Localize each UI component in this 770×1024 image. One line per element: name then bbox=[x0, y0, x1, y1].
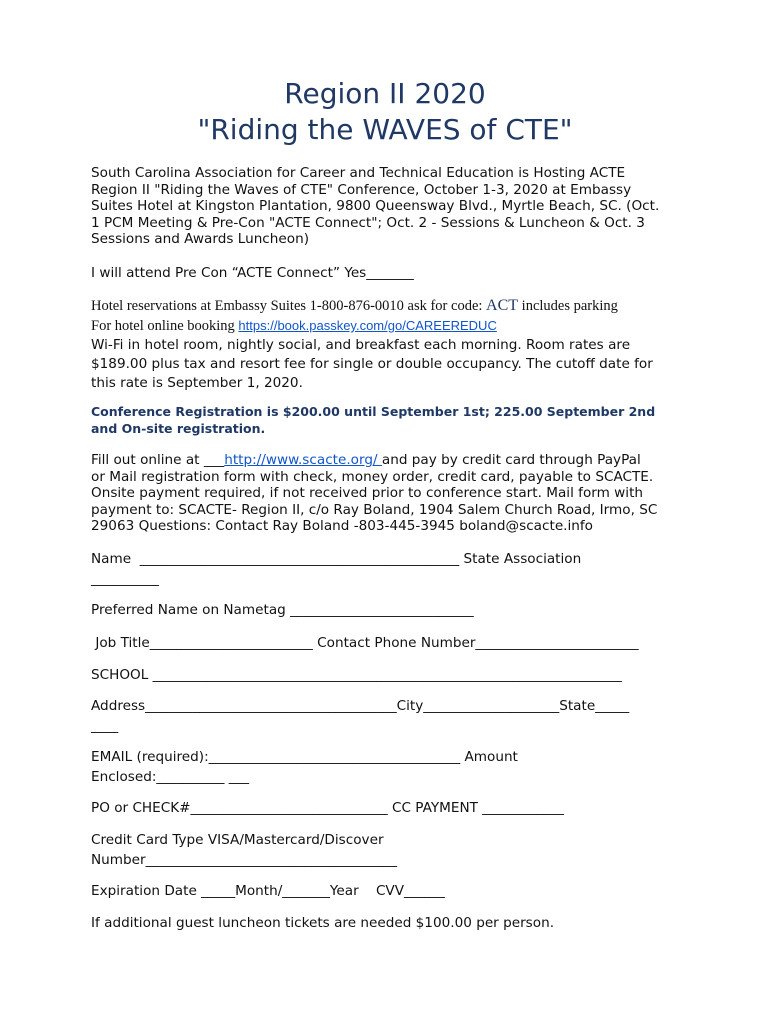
state-association-field-line[interactable]: __________ bbox=[91, 571, 159, 587]
email-field[interactable]: EMAIL (required):_____________________________________ Amount bbox=[91, 749, 518, 765]
fill-online-prefix: Fill out online at ___ bbox=[91, 452, 225, 468]
scacte-website-link[interactable]: http://www.scacte.org/ bbox=[224, 452, 382, 468]
precon-line: I will attend Pre Con “ACTE Connect” Yes_______ bbox=[91, 265, 414, 281]
wifi-paragraph: Wi-Fi in hotel room, nightly social, and breakfast each morning. Room rates are $189.00 plus tax and resort fee for single or double occupancy. The cutoff date for this rate is September 1, 2020. bbox=[91, 337, 653, 391]
state-field-continued[interactable]: ____ bbox=[91, 718, 119, 734]
hotel-reservation-suffix: includes parking bbox=[518, 298, 618, 314]
hotel-reservation-text: Hotel reservations at Embassy Suites 1-800-876-0010 ask for code: bbox=[91, 298, 487, 314]
page-title: Region II 2020 bbox=[284, 77, 486, 110]
fill-online-paragraph bbox=[91, 452, 691, 535]
job-title-phone-field[interactable]: Job Title________________________ Contact Phone Number________________________ bbox=[91, 635, 639, 651]
address-field[interactable]: Address_____________________________________City____________________State_____ bbox=[91, 698, 630, 714]
page-subtitle: "Riding the WAVES of CTE" bbox=[197, 113, 573, 146]
hotel-reservation-line bbox=[91, 298, 691, 315]
amount-enclosed-field[interactable]: Enclosed:__________ ___ bbox=[91, 769, 250, 785]
name-field-line[interactable]: Name _______________________________________________ State Association bbox=[91, 551, 582, 567]
hotel-booking-link[interactable]: https://book.passkey.com/go/CAREEREDUC bbox=[238, 318, 497, 333]
registration-fee-text: Conference Registration is $200.00 until September 1st; 225.00 September 2nd and On-site registration. bbox=[91, 404, 656, 436]
fill-online-rest: or Mail registration form with check, money order, credit card, payable to SCACTE. Onsite payment required, if not received prior to conference start. Mail form with payment to: SCACTE- Region II, c/o Ray Boland, 1904 Salem Church Road, Irmo, SC 29063 Questions: Contact Ray Boland -803-445-3945 boland@scacte.info bbox=[91, 468, 658, 534]
hotel-code: ACT bbox=[486, 297, 519, 314]
guest-luncheon-note: If additional guest luncheon tickets are needed $100.00 per person. bbox=[91, 915, 555, 931]
school-field[interactable]: SCHOOL _____________________________________________________________________ bbox=[91, 667, 622, 683]
hotel-online-line bbox=[91, 318, 691, 335]
fill-online-rest-line1: and pay by credit card through PayPal bbox=[381, 452, 641, 468]
po-check-field[interactable]: PO or CHECK#_____________________________ CC PAYMENT ____________ bbox=[91, 800, 564, 816]
hotel-online-label: For hotel online booking bbox=[91, 318, 239, 334]
credit-card-type-label: Credit Card Type VISA/Mastercard/Discover bbox=[91, 832, 384, 848]
expiration-cvv-field[interactable]: Expiration Date _____Month/_______Year CVV______ bbox=[91, 883, 445, 899]
intro-paragraph: South Carolina Association for Career and Technical Education is Hosting ACTE Region II "Riding the Waves of CTE" Conference, October 1-3, 2020 at Embassy Suites Hotel at Kingston Plantation, 9800 Queensway Blvd., Myrtle Beach, SC. (Oct. 1 PCM Meeting & Pre-Con "ACTE Connect"; Oct. 2 - Sessions & Luncheon & Oct. 3 Sessions and Awards Luncheon) bbox=[91, 165, 660, 247]
preferred-name-field[interactable]: Preferred Name on Nametag ___________________________ bbox=[91, 602, 474, 618]
card-number-field[interactable]: Number_____________________________________ bbox=[91, 852, 398, 868]
